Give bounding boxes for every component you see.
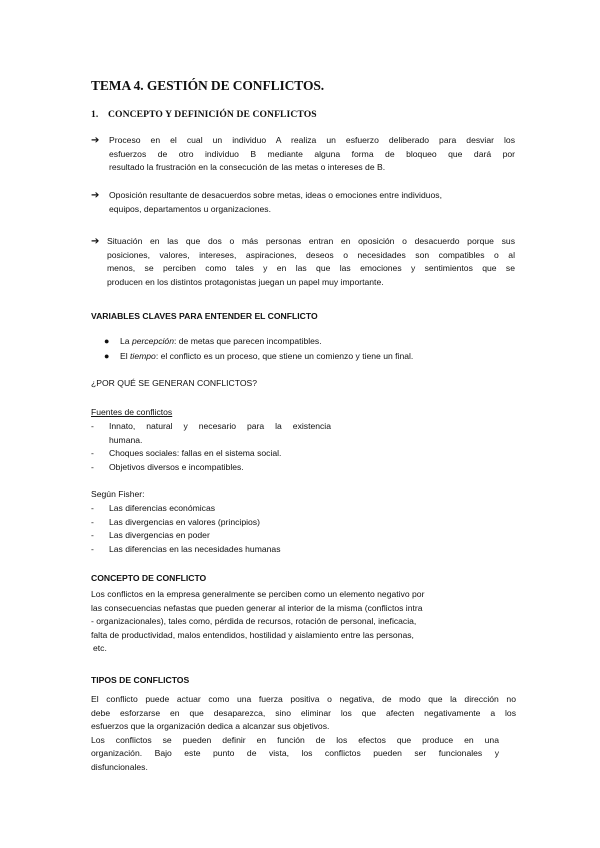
text-line: posiciones, valores, intereses, aspiraciones, deseos o necesidades son compatibles o al (107, 249, 515, 260)
fisher-label: Según Fisher: (91, 489, 145, 499)
dash-icon: - (91, 448, 94, 458)
dash-icon: - (91, 421, 94, 431)
text-line: Oposición resultante de desacuerdos sobre metas, ideas o emociones entre individuos, (109, 190, 442, 200)
text-line: disfuncionales. (91, 761, 148, 772)
arrow-right-icon: ➔ (91, 135, 100, 146)
text-line: Los conflictos se pueden definir en función de los efectos que produce en una (91, 734, 499, 745)
variable-description: : el conflicto es un proceso, que stiene un comienzo y tiene un final. (155, 351, 414, 361)
text-line: organización. Bajo este punto de vista, los conflictos pueden ser funcionales y (91, 748, 499, 759)
dash-icon: - (91, 503, 94, 513)
fisher-item-4: Las diferencias en las necesidades humanas (109, 544, 281, 554)
text-line: debe esforzarse en que desaparezca, sino eliminar los que afecten negativamente a los (91, 707, 516, 718)
concepto-paragraph (91, 588, 497, 656)
tipos-paragraph (91, 693, 516, 775)
arrow-right-icon: ➔ (91, 190, 100, 201)
definition-point-3 (107, 235, 515, 289)
dash-icon: - (91, 544, 94, 554)
fuentes-label: Fuentes de conflictos (91, 407, 173, 417)
variable-prefix: La (120, 336, 132, 346)
fisher-item-3: Las divergencias en poder (109, 530, 210, 540)
text-line: esfuerzos que la organización dedica a alcanzar sus objetivos. (91, 721, 330, 732)
tipos-heading: TIPOS DE CONFLICTOS (91, 675, 190, 685)
variable-description: : de metas que parecen incompatibles. (174, 336, 322, 346)
text-line: esfuerzos de otro individuo B mediante alguna forma de bloqueo que dará por (109, 148, 515, 159)
fuente-item-1 (109, 420, 331, 447)
bullet-icon: ● (104, 336, 110, 346)
definition-point-2 (109, 189, 515, 216)
variable-prefix: El (120, 351, 131, 361)
dash-icon: - (91, 462, 94, 472)
fisher-item-2: Las divergencias en valores (principios) (109, 517, 260, 527)
dash-icon: - (91, 517, 94, 527)
text-line: Los conflictos en la empresa generalmente se perciben como un elemento negativo por (91, 589, 425, 599)
text-line: producen en los distintos protagonistas juegan un papel muy importante. (107, 276, 384, 287)
section-heading: CONCEPTO Y DEFINICIÓN DE CONFLICTOS (108, 109, 317, 120)
text-line: Situación en las que dos o más personas entran en oposición o desacuerdo porque sus (107, 236, 515, 246)
fuente-item-2: Choques sociales: fallas en el sistema social. (109, 448, 282, 458)
bullet-icon: ● (104, 351, 110, 361)
section-number: 1. (91, 109, 99, 120)
fisher-item-1: Las diferencias económicas (109, 503, 216, 513)
dash-icon: - (91, 530, 94, 540)
text-line: Proceso en el cual un individuo A realiza un esfuerzo deliberado para desviar los (109, 135, 515, 145)
text-line: menos, se perciben como tales y en las que las emociones y sentimientos que se (107, 263, 515, 274)
variable-term: percepción (131, 336, 174, 346)
text-line: resultado la frustración en la consecución de las metas o intereses de B. (109, 162, 386, 173)
text-line: falta de productividad, malos entendidos, hostilidad y aislamiento entre las personas, (91, 629, 414, 640)
fuente-item-3: Objetivos diversos e incompatibles. (109, 462, 244, 472)
text-line: las consecuencias nefastas que pueden generar al interior de la misma (conflictos intra (91, 602, 423, 613)
variables-heading: VARIABLES CLAVES PARA ENTENDER EL CONFLICTO (91, 311, 318, 321)
document-title: TEMA 4. GESTIÓN DE CONFLICTOS. (91, 78, 325, 93)
text-line: Innato, natural y necesario para la existencia (109, 421, 331, 431)
text-line: - organizacionales), tales como, pérdida de recursos, rotación de personal, ineficacia, (91, 616, 417, 627)
definition-point-1 (109, 134, 515, 175)
arrow-right-icon: ➔ (91, 236, 100, 247)
text-line: etc. (93, 643, 107, 654)
variable-item-tiempo (120, 350, 413, 364)
porque-heading: ¿POR QUÉ SE GENERAN CONFLICTOS? (91, 378, 258, 388)
text-line: equipos, departamentos u organizaciones. (109, 203, 271, 214)
variable-item-percepcion (120, 335, 322, 349)
concepto-heading: CONCEPTO DE CONFLICTO (91, 573, 207, 583)
variable-term: tiempo (130, 351, 156, 361)
text-line: humana. (109, 434, 143, 445)
text-line: El conflicto puede actuar como una fuerza positiva o negativa, de modo que la dirección no (91, 694, 516, 704)
